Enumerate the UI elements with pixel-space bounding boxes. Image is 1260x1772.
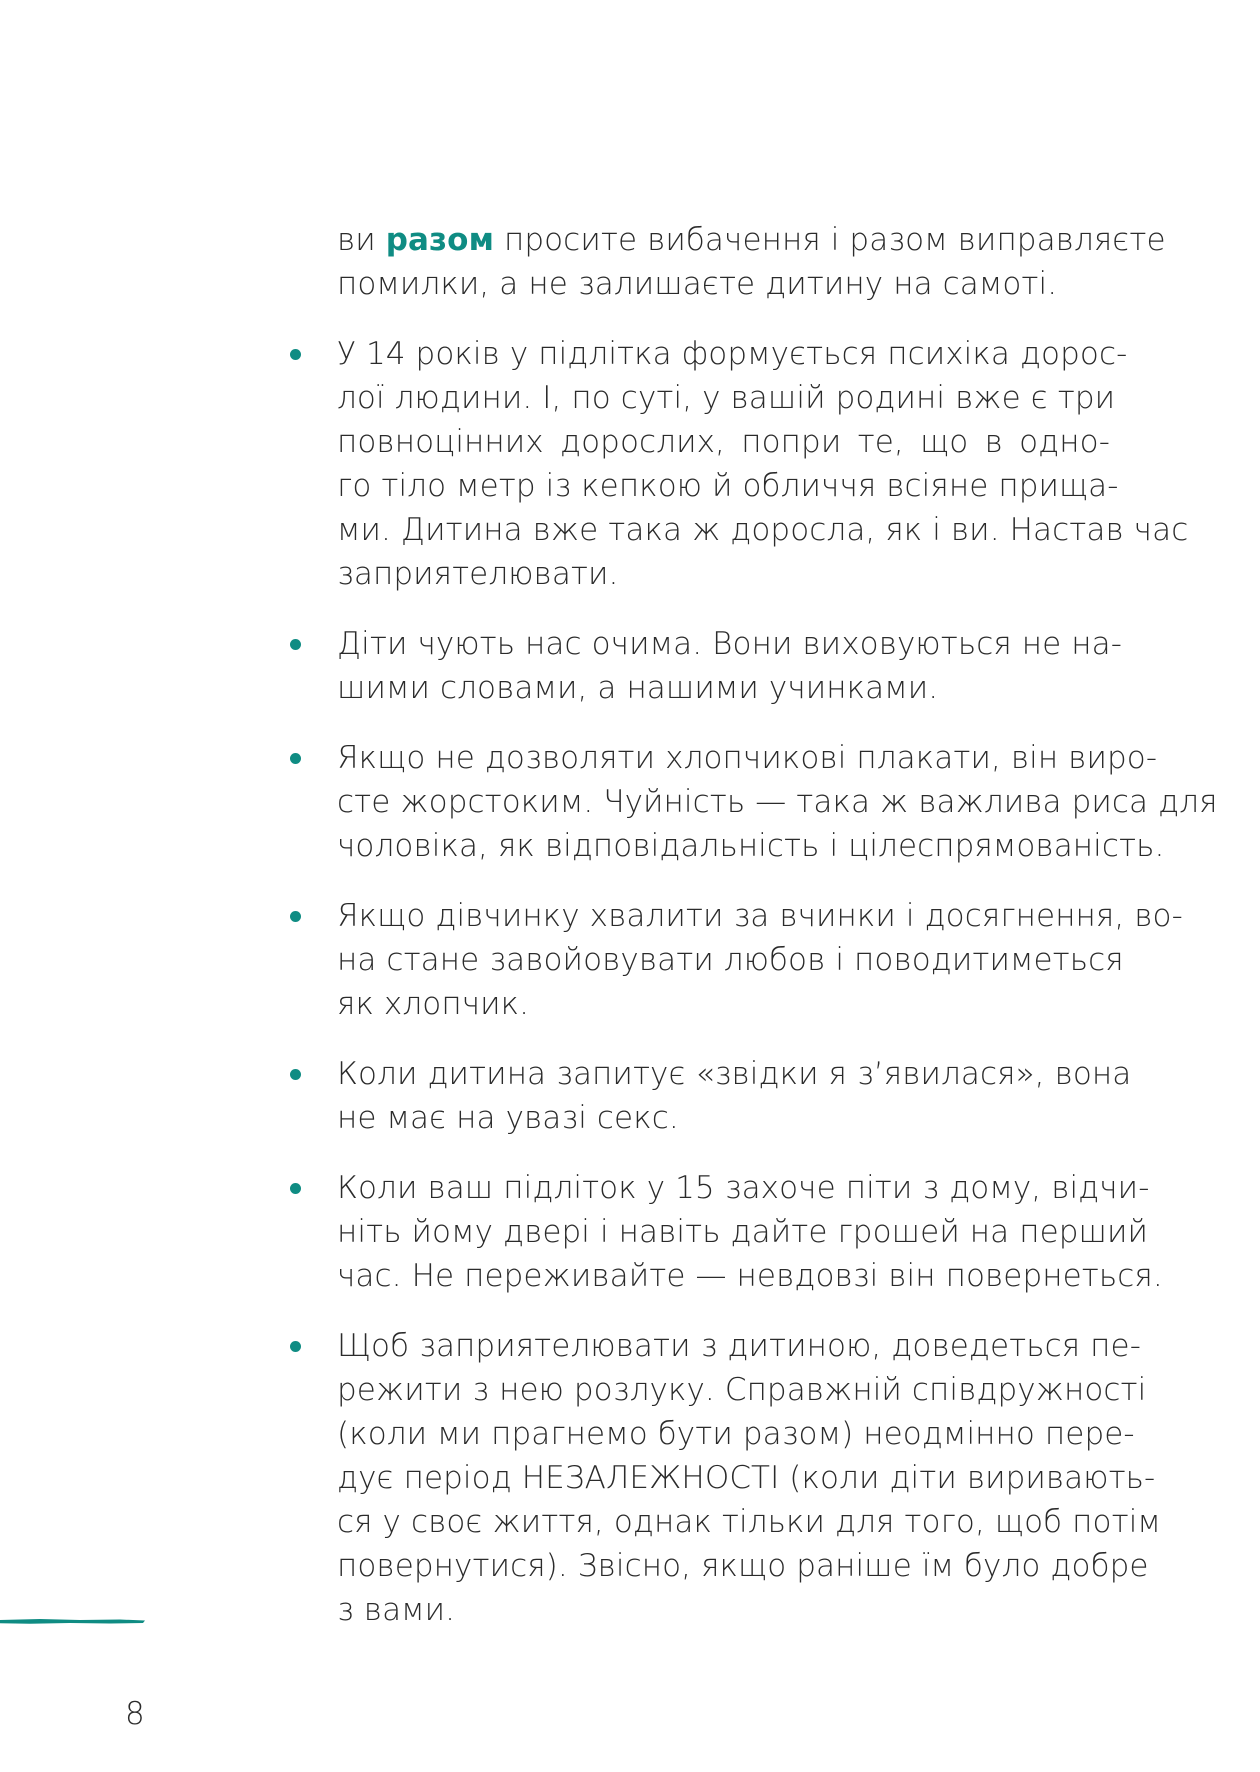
bullet-line: не має на увазі секс.: [337, 1100, 679, 1136]
bullet-line: режити з нею розлуку. Справжній співдружності: [337, 1372, 1147, 1408]
bullet-line: Якщо не дозволяти хлопчикові плакати, він виро-: [337, 740, 1158, 776]
bullet-line: повернутися). Звісно, якщо раніше їм було добре: [337, 1548, 1149, 1584]
intro-line-1: [337, 218, 1166, 262]
bullet-line: го тіло метр із кепкою й обличчя всіяне прища-: [337, 468, 1119, 504]
bullet-item: [337, 1052, 1132, 1140]
bullet-item: [337, 894, 1183, 1026]
bullet-line: Якщо дівчинку хвалити за вчинки і досягнення, во-: [337, 898, 1183, 934]
accent-word: разом: [385, 222, 495, 258]
bullet-line: (коли ми прагнемо бути разом) неодмінно пере-: [337, 1416, 1135, 1452]
bullet-item: [337, 622, 1122, 710]
bullet-line: У 14 років у підлітка формується психіка дорос-: [337, 336, 1128, 372]
bullet-line: Коли ваш підліток у 15 захоче піти з дому, відчи-: [337, 1170, 1150, 1206]
bullet-item: [337, 332, 1189, 596]
bullet-line: час. Не переживайте — невдовзі він повернеться.: [337, 1258, 1163, 1294]
bullet-line: на стане завойовувати любов і поводитиметься: [337, 942, 1124, 978]
bullet-line: сте жорстоким. Чуйність — така ж важлива риса для: [337, 784, 1218, 820]
bullet-line: Коли дитина запитує «звідки я з’явилася», вона: [337, 1056, 1132, 1092]
bullet-line: лої людини. І, по суті, у вашій родині вже є три: [337, 380, 1116, 416]
bullet-line: Діти чують нас очима. Вони виховуються не на-: [337, 626, 1122, 662]
bullet-list: [337, 332, 1218, 1632]
bullet-line: ся у своє життя, однак тільки для того, щоб потім: [337, 1504, 1161, 1540]
intro-paragraph: [337, 218, 1166, 306]
intro-line-2: помилки, а не залишаєте дитину на самоті.: [337, 266, 1058, 302]
bullet-line: з вами.: [337, 1592, 456, 1628]
decorative-brush-stripe: [0, 1617, 145, 1626]
bullet-line: ми. Дитина вже така ж доросла, як і ви. Настав час: [337, 512, 1189, 548]
bullet-dot-icon: [290, 1183, 301, 1194]
bullet-dot-icon: [290, 911, 301, 922]
bullet-dot-icon: [290, 1341, 301, 1352]
bullet-line: заприятелювати.: [337, 556, 619, 592]
page-body: [337, 218, 1218, 1632]
bullet-dot-icon: [290, 1069, 301, 1080]
bullet-dot-icon: [290, 349, 301, 360]
bullet-line: шими словами, а нашими учинками.: [337, 670, 939, 706]
bullet-line: як хлопчик.: [337, 986, 530, 1022]
page-number: 8: [125, 1696, 145, 1732]
bullet-line: дує період НЕЗАЛЕЖНОСТІ (коли діти виривають-: [337, 1460, 1156, 1496]
bullet-line: повноцінних дорослих, попри те, що в одно-: [337, 424, 1110, 460]
bullet-item: [337, 736, 1218, 868]
intro-line-1-post: просите вибачення і разом виправляєте: [494, 222, 1166, 258]
bullet-dot-icon: [290, 753, 301, 764]
bullet-item: [337, 1166, 1163, 1298]
bullet-dot-icon: [290, 639, 301, 650]
intro-line-1-pre: ви: [337, 222, 386, 258]
bullet-line: ніть йому двері і навіть дайте грошей на перший: [337, 1214, 1149, 1250]
bullet-line: Щоб заприятелювати з дитиною, доведеться пе-: [337, 1328, 1142, 1364]
bullet-line: чоловіка, як відповідальність і цілеспрямованість.: [337, 828, 1165, 864]
bullet-item: [337, 1324, 1161, 1632]
